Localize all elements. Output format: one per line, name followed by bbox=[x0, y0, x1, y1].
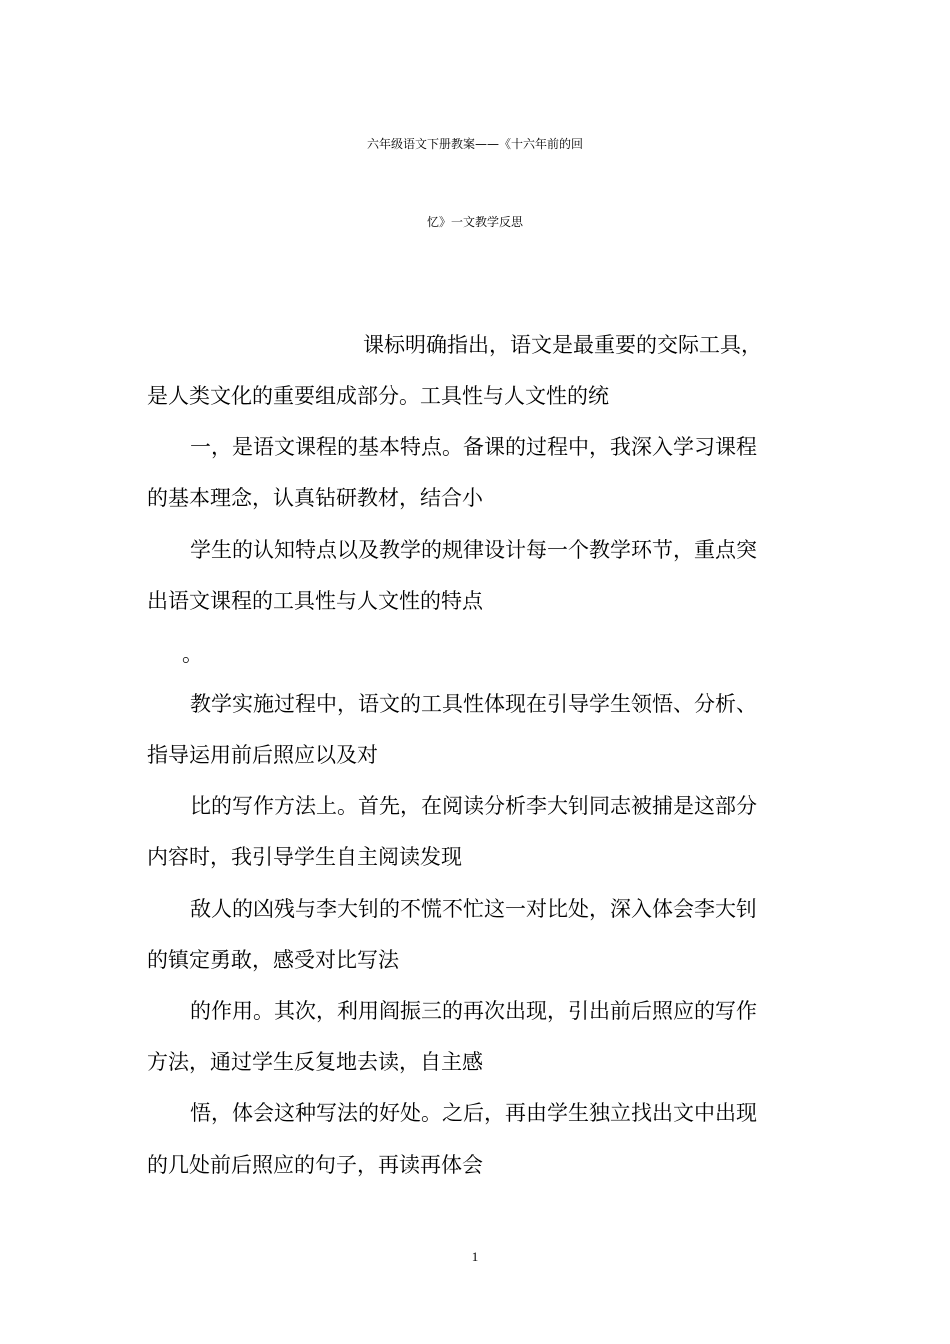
body-line: 悟，体会这种写法的好处。之后，再由学生独立找出文中出现 bbox=[190, 1101, 757, 1125]
body-line: 指导运用前后照应以及对 bbox=[147, 743, 378, 767]
body-line: 是人类文化的重要组成部分。工具性与人文性的统 bbox=[147, 384, 609, 408]
body-line: 的基本理念，认真钻研教材，结合小 bbox=[147, 486, 483, 510]
page-number: 1 bbox=[471, 1249, 479, 1264]
title-line-1: 六年级语文下册教案——《十六年前的回 bbox=[366, 137, 583, 151]
body-line: 比的写作方法上。首先，在阅读分析李大钊同志被捕是这部分 bbox=[190, 794, 757, 818]
body-line: 。 bbox=[182, 642, 203, 666]
body-line: 出语文课程的工具性与人文性的特点 bbox=[147, 589, 483, 613]
body-line: 内容时，我引导学生自主阅读发现 bbox=[147, 845, 462, 869]
body-line: 的镇定勇敢，感受对比写法 bbox=[147, 948, 399, 972]
body-line: 的作用。其次，利用阎振三的再次出现，引出前后照应的写作 bbox=[190, 999, 757, 1023]
body-line: 教学实施过程中，语文的工具性体现在引导学生领悟、分析、 bbox=[190, 692, 757, 716]
body-line: 课标明确指出，语文是最重要的交际工具， bbox=[363, 333, 762, 357]
body-line: 学生的认知特点以及教学的规律设计每一个教学环节，重点突 bbox=[190, 538, 757, 562]
title-line-2: 忆》一文教学反思 bbox=[426, 215, 523, 229]
body-line: 一，是语文课程的基本特点。备课的过程中，我深入学习课程 bbox=[190, 435, 757, 459]
body-line: 敌人的凶残与李大钊的不慌不忙这一对比处，深入体会李大钊 bbox=[190, 897, 757, 921]
body-line: 方法，通过学生反复地去读，自主感 bbox=[147, 1050, 483, 1074]
body-line: 的几处前后照应的句子，再读再体会 bbox=[147, 1153, 483, 1177]
